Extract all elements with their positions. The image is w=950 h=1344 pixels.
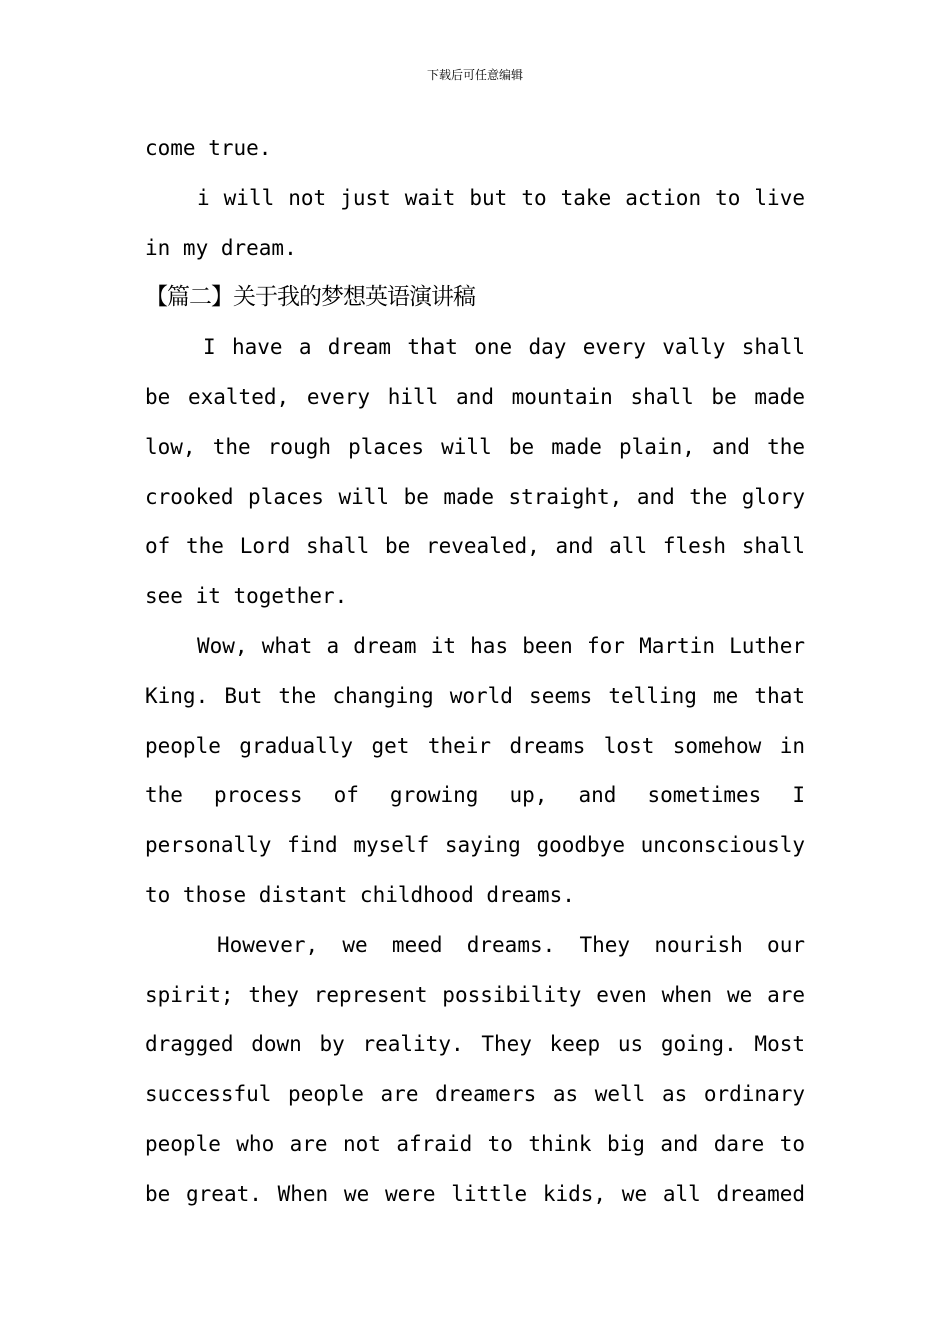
text-line: of the Lord shall be revealed, and all flesh shall — [145, 534, 805, 559]
text-line: people who are not afraid to think big and dare to — [145, 1131, 805, 1156]
text-line: be exalted, every hill and mountain shall be made — [145, 384, 805, 409]
paragraph-start-line: Wow, what a dream it has been for Martin Luther — [197, 633, 805, 658]
text-line: the process of growing up, and sometimes I — [145, 783, 805, 808]
text-line: crooked places will be made straight, and the glory — [145, 484, 805, 509]
text-line: dragged down by reality. They keep us going. Most — [145, 1032, 805, 1057]
text-line: be great. When we were little kids, we all dreamed — [145, 1181, 805, 1206]
section-heading: 【篇二】关于我的梦想英语演讲稿 — [145, 284, 475, 311]
paragraph-start-line: i will not just wait but to take action to live — [197, 185, 805, 210]
text-line: see it together. — [145, 584, 348, 609]
text-line: come true. — [145, 136, 272, 160]
text-line: in my dream. — [145, 235, 297, 260]
paragraph-start-line: I have a dream that one day every vally shall — [203, 335, 805, 360]
text-line: to those distant childhood dreams. — [145, 882, 575, 907]
text-line: personally find myself saying goodbye unconsciously — [145, 833, 805, 858]
paragraph-start-line: However, we meed dreams. They nourish our — [217, 932, 805, 957]
text-line: people gradually get their dreams lost somehow in — [145, 733, 805, 758]
text-line: low, the rough places will be made plain, and the — [145, 434, 805, 459]
text-line: spirit; they represent possibility even when we are — [145, 982, 805, 1007]
document-body — [145, 124, 805, 1220]
text-line: King. But the changing world seems telling me that — [145, 683, 805, 708]
text-line: successful people are dreamers as well as ordinary — [145, 1082, 805, 1107]
page-header: 下载后可任意编辑 — [426, 68, 523, 82]
